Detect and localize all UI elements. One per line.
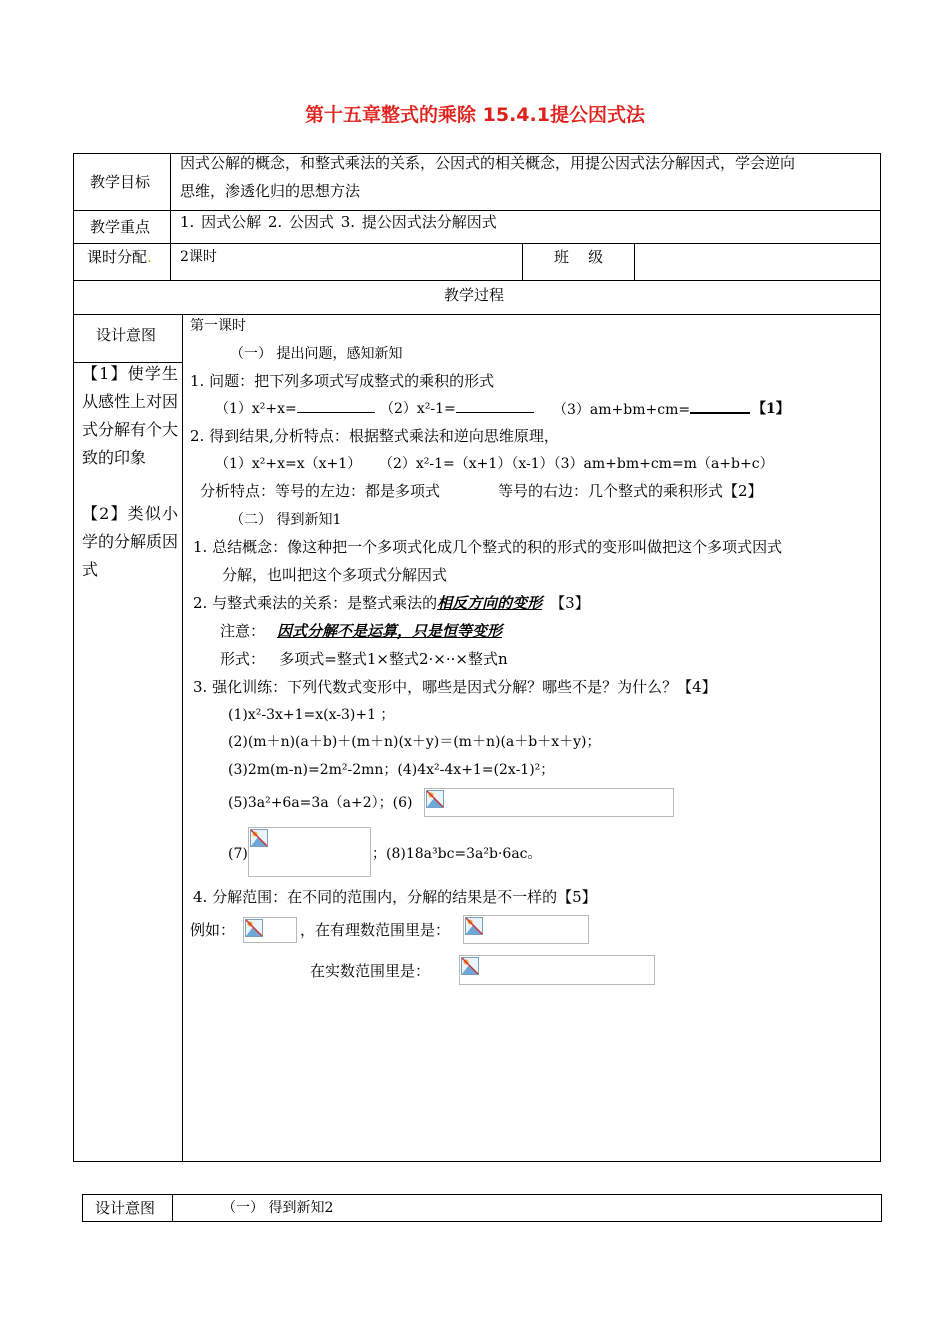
- question-1-item-3: （3）am+bm+cm=: [553, 400, 750, 419]
- form-text: 形式： 多项式=整式1×整式2·×··×整式n: [220, 650, 508, 668]
- image-placeholder-icon: [461, 957, 479, 975]
- formula-image-real: [459, 955, 655, 985]
- process-header: 教学过程: [444, 286, 505, 304]
- label-class: 班 级: [554, 248, 604, 266]
- point-1-line2: 分解，也叫把这个多项式分解因式: [222, 566, 448, 584]
- question-2-results: （1）x²+x=x（x+1） （2）x²-1=（x+1）（x-1）（3）am+bm+cm=m（a+b+c）: [215, 456, 774, 472]
- note: 注意： 因式分解不是运算，只是恒等变形: [220, 622, 503, 640]
- exercise-2: (2)(m＋n)(a＋b)＋(m＋n)(x＋y)＝(m＋n)(a＋b＋x＋y)；: [228, 734, 601, 750]
- side-note-2: 【2】类似小学的分解质因式: [82, 504, 179, 579]
- formula-image-7: [248, 827, 371, 877]
- goal-text-line2: 思维，渗透化归的思想方法: [180, 182, 361, 200]
- table2-section-heading: （一） 得到新知2: [222, 1200, 334, 1216]
- image-placeholder-icon: [426, 790, 444, 808]
- label-design-intent: 设计意图: [96, 326, 157, 344]
- marker-1: 【1】: [752, 401, 790, 417]
- exercise-7-label: (7): [228, 846, 248, 862]
- exercise-5-6: (5)3a²+6a=3a（a+2）；(6): [228, 795, 413, 811]
- image-placeholder-icon: [465, 917, 483, 935]
- point-1-line1: 1. 总结概念：像这种把一个多项式化成几个整式的积的形式的变形叫做把这个多项式因式: [193, 538, 783, 556]
- table2-label-design-intent: 设计意图: [95, 1199, 156, 1217]
- real-range-label: 在实数范围里是：: [310, 962, 431, 980]
- rational-range-label: ，在有理数范围里是：: [300, 921, 451, 939]
- analysis-left: 分析特点：等号的左边：都是多项式: [200, 482, 441, 500]
- image-placeholder-icon: [245, 919, 263, 937]
- image-placeholder-icon: [250, 829, 268, 847]
- analysis-right: 等号的右边：几个整式的乘积形式【2】: [498, 482, 763, 500]
- question-1: 1. 问题：把下列多项式写成整式的乘积的形式: [190, 372, 495, 390]
- lesson-allocation-value: 2课时: [180, 249, 217, 265]
- question-2: 2. 得到结果,分析特点：根据整式乘法和逆向思维原理，: [190, 427, 559, 445]
- formula-image-example: [243, 917, 297, 943]
- point-4: 4. 分解范围：在不同的范围内，分解的结果是不一样的【5】: [193, 888, 597, 906]
- side-note-1: 【1】使学生从感性上对因式分解有个大致的印象: [82, 364, 179, 467]
- label-teaching-goal: 教学目标: [90, 173, 151, 191]
- goal-text-line1: 因式公解的概念，和整式乘法的关系，公因式的相关概念，用提公因式法分解因式，学会逆向: [180, 154, 796, 172]
- question-1-item-2: （2）x²-1=: [380, 400, 534, 418]
- page-title: 第十五章整式的乘除 15.4.1提公因式法: [305, 104, 645, 126]
- section-heading-1: （一） 提出问题，感知新知: [230, 346, 403, 362]
- exercise-1: (1)x²-3x+1=x(x-3)+1 ；: [228, 707, 395, 723]
- point-2: 2. 与整式乘法的关系：是整式乘法的相反方向的变形 【3】: [193, 594, 590, 612]
- question-1-item-1: （1）x²+x=: [215, 400, 375, 418]
- lesson-heading: 第一课时: [190, 318, 246, 334]
- section-heading-2: （二） 得到新知1: [230, 512, 342, 528]
- key-points-text: 1. 因式公解 2. 公因式 3. 提公因式法分解因式: [180, 213, 497, 231]
- label-key-points: 教学重点: [90, 218, 151, 236]
- exercise-8: ；(8)18a³bc=3a²b·6ac。: [372, 846, 542, 862]
- formula-image-rational: [463, 915, 589, 944]
- point-3: 3. 强化训练：下列代数式变形中，哪些是因式分解？哪些不是？为什么？【4】: [193, 678, 717, 696]
- label-lesson-allocation: 课时分配.: [87, 248, 152, 266]
- exercise-3-4: (3)2m(m-n)=2m²-2mn；(4)4x²-4x+1=(2x-1)²；: [228, 762, 555, 778]
- formula-image-6: [424, 788, 674, 817]
- example-label: 例如：: [190, 921, 236, 939]
